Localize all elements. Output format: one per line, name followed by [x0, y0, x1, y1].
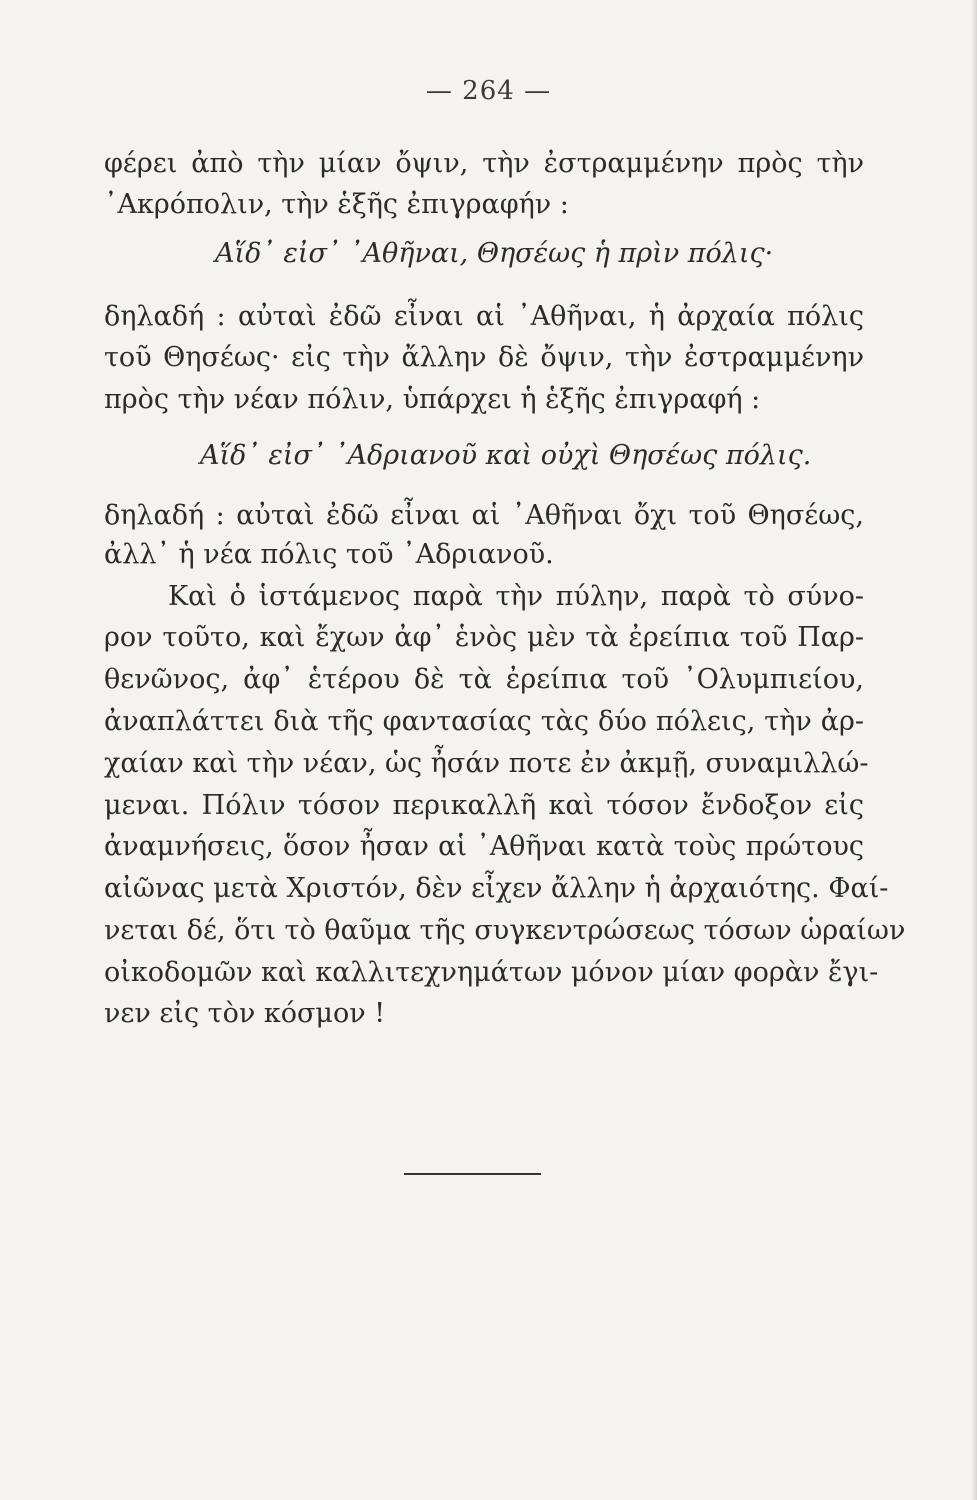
text-line: ἀλλ᾽ ἡ νέα πόλις τοῦ ᾽Αδριανοῦ. [104, 539, 554, 570]
text-line: αἰῶνας μετὰ Χριστόν, δὲν εἶχεν ἄλλην ἡ ἀρχαιότης. Φαί- [104, 873, 889, 904]
text-line: νεν εἰς τὸν κόσμον ! [104, 998, 386, 1029]
text-line: χαίαν καὶ τὴν νέαν, ὡς ἦσάν ποτε ἐν ἀκμῇ, συναμιλλώ- [104, 748, 869, 779]
text-line: μεναι. Πόλιν τόσον περικαλλῆ καὶ τόσον ἔνδοξον εἰς [104, 790, 864, 821]
text-line: πρὸς τὴν νέαν πόλιν, ὑπάρχει ἡ ἑξῆς ἐπιγραφή : [104, 384, 761, 415]
text-line: ᾽Ακρόπολιν, τὴν ἑξῆς ἐπιγραφήν : [104, 189, 569, 220]
inscription-line: Αἵδ᾽ εἰσ᾽ ᾽Αδριανοῦ καὶ οὐχὶ Θησέως πόλις. [200, 440, 812, 471]
text-line: θενῶνος, ἀφ᾽ ἑτέρου δὲ τὰ ἐρείπια τοῦ ᾽Ολυμπιείου, [104, 664, 864, 695]
section-divider [404, 1173, 541, 1175]
text-line: δηλαδή : αὐταὶ ἐδῶ εἶναι αἱ ᾽Αθῆναι ὄχι τοῦ Θησέως, [104, 500, 864, 531]
page-number: — 264 — [425, 76, 552, 106]
text-line: ἀναμνήσεις, ὅσον ἦσαν αἱ ᾽Αθῆναι κατὰ τοὺς πρώτους [104, 831, 864, 862]
page-edge-shadow [971, 0, 977, 1500]
text-line: νεται δέ, ὅτι τὸ θαῦμα τῆς συγκεντρώσεως τόσων ὡραίων [104, 915, 906, 946]
text-line: τοῦ Θησέως· εἰς τὴν ἄλλην δὲ ὄψιν, τὴν ἐστραμμένην [104, 342, 864, 373]
text-line: φέρει ἀπὸ τὴν μίαν ὄψιν, τὴν ἐστραμμένην πρὸς τὴν [104, 148, 864, 179]
text-line: οἰκοδομῶν καὶ καλλιτεχνημάτων μόνον μίαν φορὰν ἔγι- [104, 957, 879, 988]
text-line: δηλαδή : αὐταὶ ἐδῶ εἶναι αἱ ᾽Αθῆναι, ἡ ἀρχαία πόλις [104, 301, 864, 332]
text-line: Καὶ ὁ ἱστάμενος παρὰ τὴν πύλην, παρὰ τὸ σύνο- [168, 581, 864, 612]
text-line: ρον τοῦτο, καὶ ἔχων ἀφ᾽ ἑνὸς μὲν τὰ ἐρείπια τοῦ Παρ- [104, 622, 864, 653]
text-line: ἀναπλάττει διὰ τῆς φαντασίας τὰς δύο πόλεις, τὴν ἀρ- [104, 706, 864, 737]
inscription-line: Αἵδ᾽ εἰσ᾽ ᾽Αθῆναι, Θησέως ἡ πρὶν πόλις· [215, 238, 774, 269]
